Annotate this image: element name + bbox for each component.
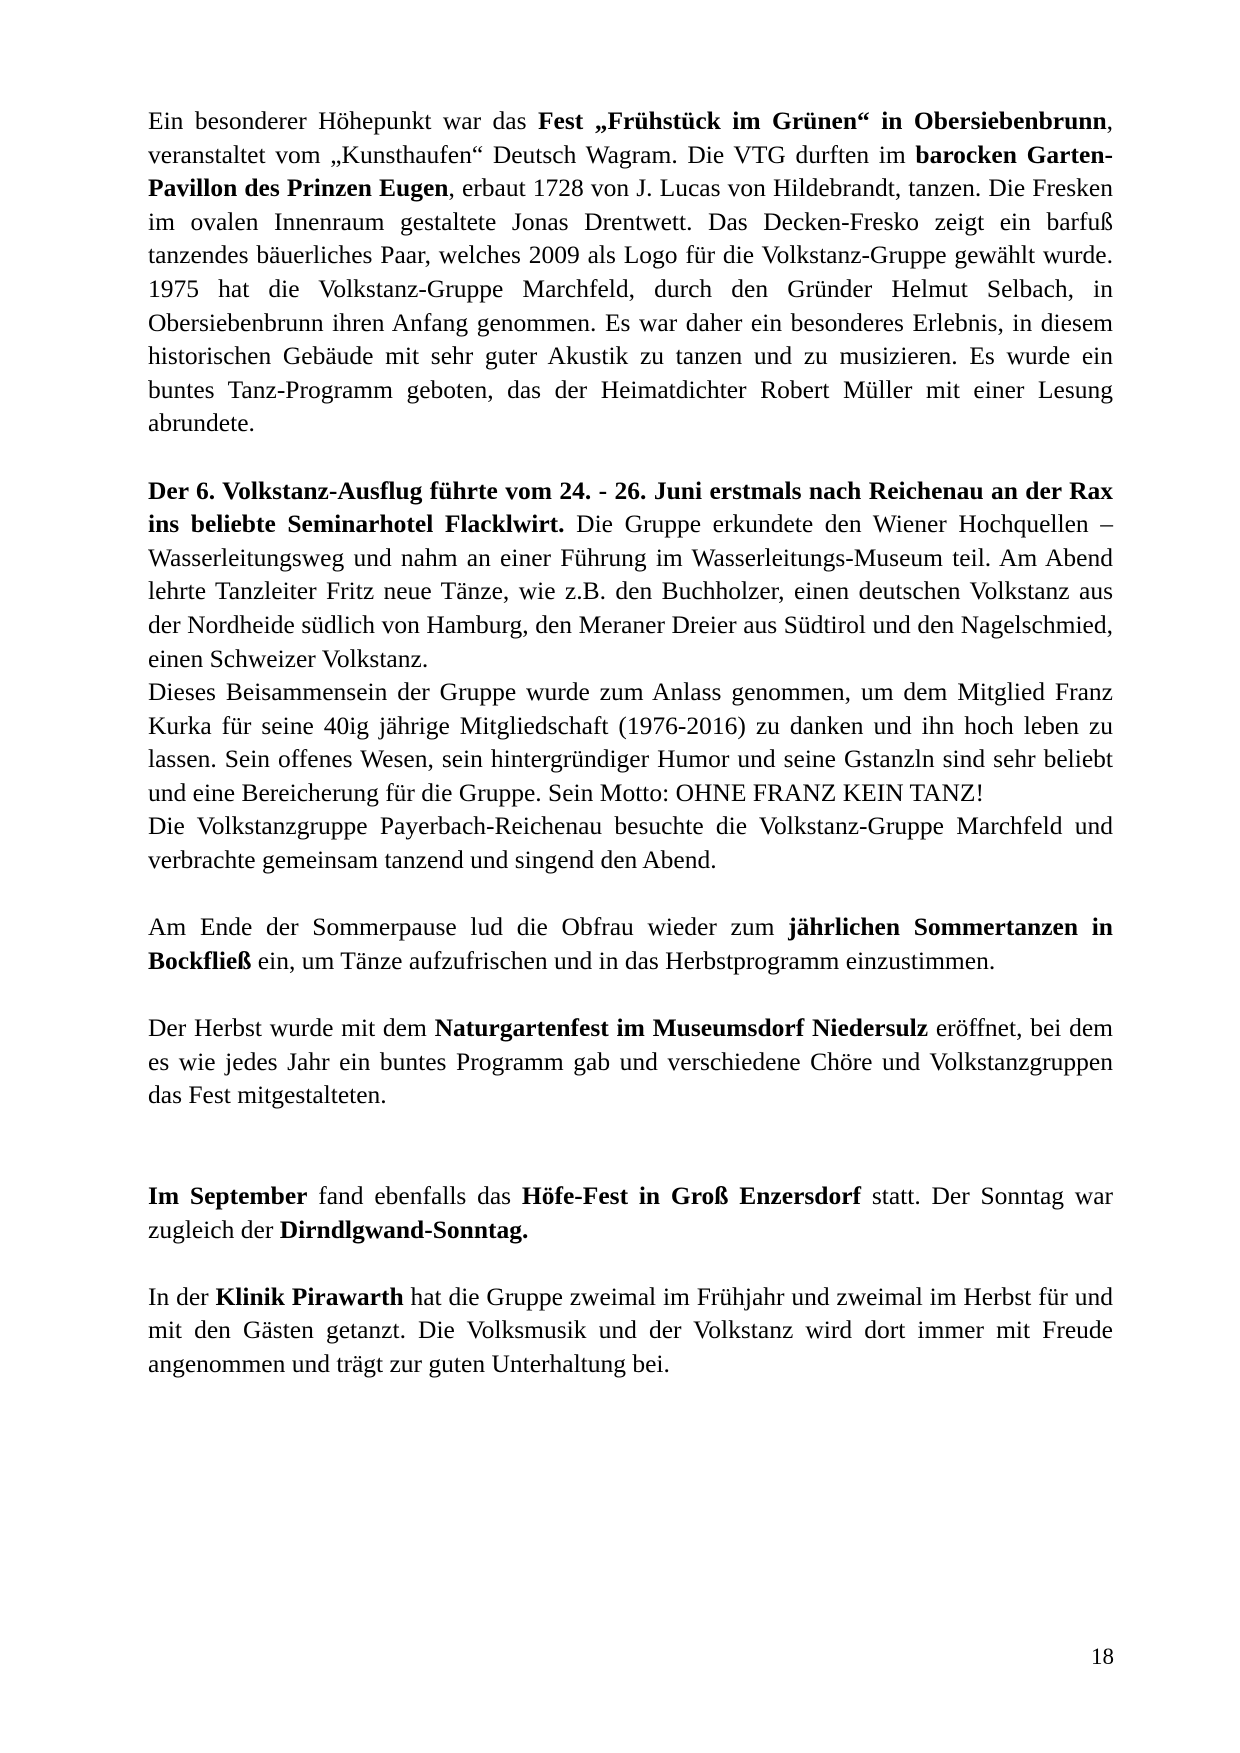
text-run: Ein besonderer Höhepunkt war das (148, 106, 538, 135)
paragraph-sommertanzen (148, 910, 1113, 977)
page-body (148, 104, 1113, 1381)
text-run: eröffnet, bei dem es wie jedes Jahr ein buntes Programm gab und verschiedene Chöre und Volkstanzgruppen das Fest mitgestalteten. (148, 1013, 1114, 1110)
paragraph-payerbach-reichenau (148, 809, 1113, 876)
paragraph-spacer (148, 977, 1113, 1011)
text-run: hat die Gruppe zweimal im Frühjahr und zweimal im Herbst für und mit den Gästen getanzt. Die Volksmusik und der Volkstanz wird dort immer mit Freude angenommen und trägt zur guten Unterhaltung bei. (148, 1281, 1113, 1378)
text-run: Dieses Beisammensein der Gruppe wurde zum Anlass genommen, um dem Mitglied Franz Kurka für seine 40ig jährige Mitgliedschaft (1976-2016) zu danken und ihn hoch leben zu lassen. Sein offenes Wesen, sein hintergründiger Humor und seine Gstanzln sind sehr beliebt und eine Bereicherung für die Gruppe. Sein Motto: OHNE FRANZ KEIN TANZ! (148, 677, 1113, 807)
bold-text-run: Klinik Pirawarth (215, 1281, 404, 1311)
paragraph-spacer (148, 1112, 1113, 1179)
bold-text-run: Höfe-Fest in Groß Enzersdorf (521, 1181, 862, 1210)
bold-text-run: Dirndlgwand-Sonntag. (279, 1214, 529, 1244)
bold-text-run: jährlichen Sommertanzen in Bockfließ (148, 912, 1113, 975)
paragraph-hoefe-fest (148, 1179, 1113, 1246)
text-run: Die Volkstanzgruppe Payerbach-Reichenau besuchte die Volkstanz-Gruppe Marchfeld und verbrachte gemeinsam tanzend und singend den Abend. (148, 811, 1113, 875)
paragraph-klinik-pirawarth (148, 1280, 1113, 1381)
text-run: ein, um Tänze aufzufrischen und in das Herbstprogramm einzustimmen. (251, 945, 996, 975)
text-run: fand ebenfalls das (307, 1181, 522, 1210)
paragraph-spacer (148, 877, 1113, 911)
bold-text-run: barocken Garten-Pavillon des Prinzen Eugen (148, 139, 1113, 203)
page-number: 18 (1091, 1644, 1114, 1669)
text-run: Am Ende der Sommerpause lud die Obfrau wieder zum (148, 912, 789, 942)
paragraph-pavillon-fest (148, 104, 1113, 440)
text-run: Die Gruppe erkundete den Wiener Hochquellen – Wasserleitungsweg und nahm an einer Führung im Wasserleitungs-Museum teil. Am Abend lehrte Tanzleiter Fritz neue Tänze, wie z.B. den Buchholzer, einen deutschen Volkstanz aus der Nordheide südlich von Hamburg, den Meraner Dreier aus Südtirol und den Nagelschmied, einen Schweizer Volkstanz. (148, 509, 1113, 673)
paragraph-volkstanz-ausflug (148, 474, 1113, 676)
text-run: Der Herbst wurde mit dem (148, 1013, 435, 1043)
paragraph-franz-kurka (148, 675, 1113, 809)
text-run: , veranstaltet vom „Kunsthaufen“ Deutsch Wagram. Die VTG durften im (148, 106, 1114, 169)
bold-text-run: Naturgartenfest im Museumsdorf Niedersulz (434, 1013, 929, 1043)
bold-text-run: Im September (148, 1181, 308, 1210)
text-run: , erbaut 1728 von J. Lucas von Hildebrandt, tanzen. Die Fresken im ovalen Innenraum gestaltete Jonas Drentwett. Das Decken-Fresko zeigt ein barfuß tanzendes bäuerliches Paar, welches 2009 als Logo für die Volkstanz-Gruppe gewählt wurde. 1975 hat die Volkstanz-Gruppe Marchfeld, durch den Gründer Helmut Selbach, in Obersiebenbrunn ihren Anfang genommen. Es war daher ein besonderes Erlebnis, in diesem historischen Gebäude mit sehr guter Akustik zu tanzen und zu musizieren. Es wurde ein buntes Tanz-Programm geboten, das der Heimatdichter Robert Müller mit einer Lesung abrundete. (148, 173, 1113, 438)
bold-text-run: Der 6. Volkstanz-Ausflug führte vom 24. - 26. Juni erstmals nach Reichenau an der Rax ins beliebte Seminarhotel Flacklwirt. (148, 475, 1113, 539)
bold-text-run: Fest „Frühstück im Grünen“ in Obersiebenbrunn (537, 106, 1107, 135)
paragraph-spacer (148, 1246, 1113, 1280)
paragraph-naturgartenfest (148, 1011, 1113, 1112)
text-run: statt. Der Sonntag war zugleich der (148, 1181, 1114, 1244)
paragraph-spacer (148, 440, 1113, 474)
text-run: In der (148, 1281, 216, 1311)
